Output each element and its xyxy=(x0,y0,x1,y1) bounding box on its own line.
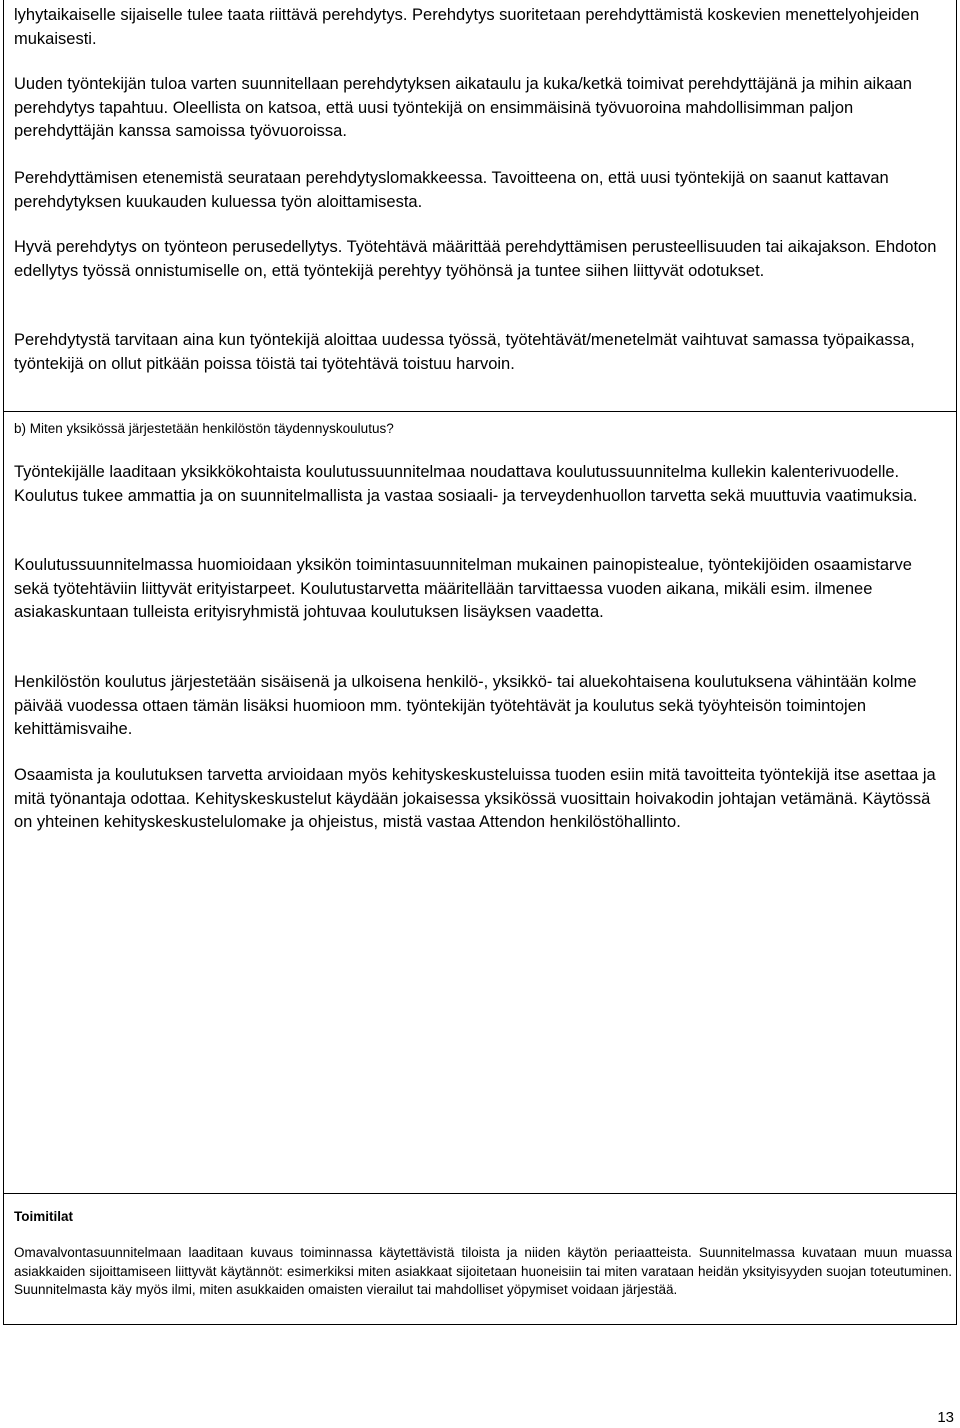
question-heading: b) Miten yksikössä järjestetään henkilöstön täydennyskoulutus? xyxy=(14,421,394,436)
content-box-taydennyskoulutus xyxy=(3,412,957,1194)
paragraph-jarjestaminen: Henkilöstön koulutus järjestetään sisäisenä ja ulkoisena henkilö-, yksikkö- tai aluekohtaisena koulutuksena vähintään kolme päivää vuodessa ottaen tämän lisäksi huomioon mm. työntekijän työtehtävät ja koulutus sekä työyhteisön toimintojen kehittämisvaihe. xyxy=(14,673,917,738)
page-number: 13 xyxy=(937,1409,954,1426)
paragraph-edellytys: Hyvä perehdytys on työnteon perusedellytys. Työtehtävä määrittää perehdyttämisen perusteellisuuden tai aikajakson. Ehdoton edellytys työssä onnistumiselle on, että työntekijä perehtyy työhönsä ja tuntee siihen liittyvät odotukset. xyxy=(14,238,937,280)
paragraph-aikataulu: Uuden työntekijän tuloa varten suunnitellaan perehdytyksen aikataulu ja kuka/ketkä toimivat perehdyttäjänä ja mihin aikaan perehdytys tapahtuu. Oleellista on katsoa, että uusi työntekijä on ensimmäisinä työvuoroina mahdollisimman paljon perehdyttäjän kanssa samoissa työvuoroissa. xyxy=(14,75,912,140)
paragraph-kehityskeskustelut: Osaamista ja koulutuksen tarvetta arvioidaan myös kehityskeskusteluissa tuoden esiin mitä tavoitteita työntekijä itse asettaa ja mitä työnantaja odottaa. Kehityskeskustelut käydään jokaisessa yksikössä vuosittain hoivakodin johtajan vetämänä. Käytössä on yhteinen kehityskeskustelulomake ja ohjeistus, mistä vastaa Attendon henkilöstöhallinto. xyxy=(14,766,936,831)
content-box-toimitilat xyxy=(3,1194,957,1325)
paragraph-tarve: Perehdytystä tarvitaan aina kun työntekijä aloittaa uudessa työssä, työtehtävät/menetelmät vaihtuvat samassa työpaikassa, työntekijä on ollut pitkään poissa töistä tai työtehtävä toistuu harvoin. xyxy=(14,331,915,373)
paragraph-seuranta: Perehdyttämisen etenemistä seurataan perehdytyslomakkeessa. Tavoitteena on, että uusi työntekijä on saanut kattavan perehdytyksen kuukauden kuluessa työn aloittamisesta. xyxy=(14,169,889,211)
paragraph-toimitilat: Omavalvontasuunnitelmaan laaditaan kuvaus toiminnassa käytettävistä tiloista ja niiden käytön periaatteista. Suunnitelmassa kuvataan muun muassa asiakkaiden sijoittamiseen liittyvät käytännöt: esimerkiksi miten asiakkaat sijoitetaan huoneisiin tai miten varataan heidän yksityisyyden suojan toteutuminen. Suunnitelmasta käy myös ilmi, miten asukkaiden omaisten vierailut tai mahdolliset yöpymiset voidaan järjestää. xyxy=(14,1245,952,1298)
paragraph-koulutussuunnitelma: Työntekijälle laaditaan yksikkökohtaista koulutussuunnitelmaa noudattava koulutussuunnitelma kullekin kalenterivuodelle. Koulutus tukee ammattia ja on suunnitelmallista ja vastaa sosiaali- ja terveydenhuollon tarvetta sekä muuttuvia vaatimuksia. xyxy=(14,463,918,505)
content-box-perehdytys xyxy=(3,0,957,412)
paragraph-painopistealue: Koulutussuunnitelmassa huomioidaan yksikön toimintasuunnitelman mukainen painopistealue, työntekijöiden osaamistarve sekä työtehtäviin liittyvät erityistarpeet. Koulutustarvetta määritellään tarvittaessa vuoden aikana, mikäli esim. ilmenee asiakaskuntaan tulleista erityisryhmistä johtuvaa koulutuksen lisäyksen vaadetta. xyxy=(14,556,912,621)
paragraph-intro: lyhytaikaiselle sijaiselle tulee taata riittävä perehdytys. Perehdytys suoritetaan perehdyttämistä koskevien menettelyohjeiden mukaisesti. xyxy=(14,6,920,48)
section-title: Toimitilat xyxy=(14,1209,73,1224)
